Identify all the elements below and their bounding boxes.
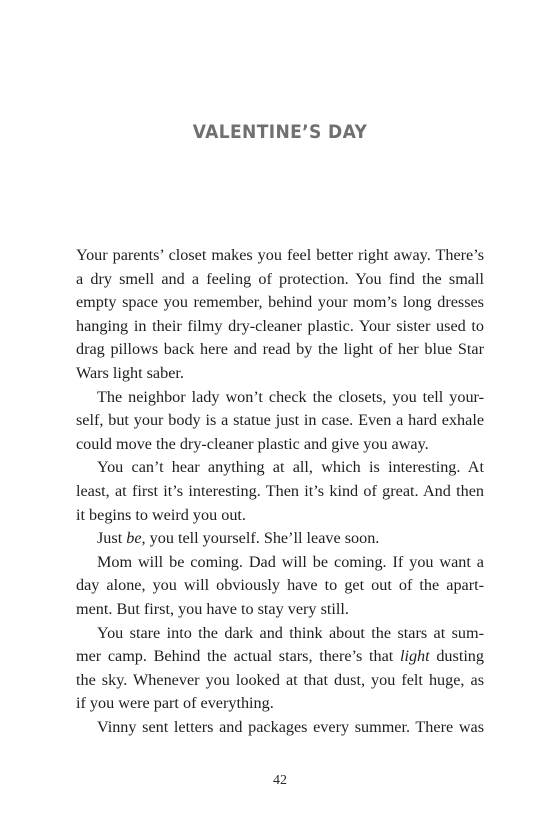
text-line: Just be, you tell yourself. She’ll leave soon. [97,529,380,548]
text-line: The neighbor lady won’t check the closets, you tell your- [97,387,484,406]
text-line: hanging in their filmy dry-cleaner plastic. Your sister used to [76,316,484,335]
text-line: it begins to weird you out. [76,505,246,524]
text-line: Vinny sent letters and packages every summer. There was [97,717,484,736]
paragraph [76,527,484,551]
text-line: Mom will be coming. Dad will be coming. If you want a [97,552,484,571]
paragraph [76,551,484,622]
text-line: if you were part of everything. [76,694,274,713]
text-line: day alone, you will obviously have to get out of the apart- [76,576,484,595]
paragraph [76,622,484,716]
chapter-title: VALENTINE’S DAY [192,121,368,143]
paragraph [76,244,484,386]
paragraph [76,386,484,457]
text-line: least, at first it’s interesting. Then it’s kind of great. And then [76,481,484,500]
paragraph [76,456,484,527]
text-line: self, but your body is a statue just in case. Even a hard exhale [76,411,484,430]
text-line: could move the dry-cleaner plastic and give you away. [76,434,429,453]
text-line: You stare into the dark and think about the stars at sum- [97,623,484,642]
text-line: ment. But first, you have to stay very still. [76,599,349,618]
paragraph [76,716,484,740]
page-number: 42 [273,773,287,788]
text-line: drag pillows back here and read by the light of her blue Star [76,340,484,359]
text-line: You can’t hear anything at all, which is interesting. At [97,458,484,477]
text-line: the sky. Whenever you looked at that dust, you felt huge, as [76,670,484,689]
text-line: Your parents’ closet makes you feel better right away. There’s [76,246,484,264]
text-line: a dry smell and a feeling of protection. You find the small [76,269,484,288]
text-line: empty space you remember, behind your mom’s long dresses [76,293,484,312]
text-line: mer camp. Behind the actual stars, there’s that light dusting [76,647,484,666]
body-text [76,244,484,739]
text-line: Wars light saber. [76,363,184,382]
